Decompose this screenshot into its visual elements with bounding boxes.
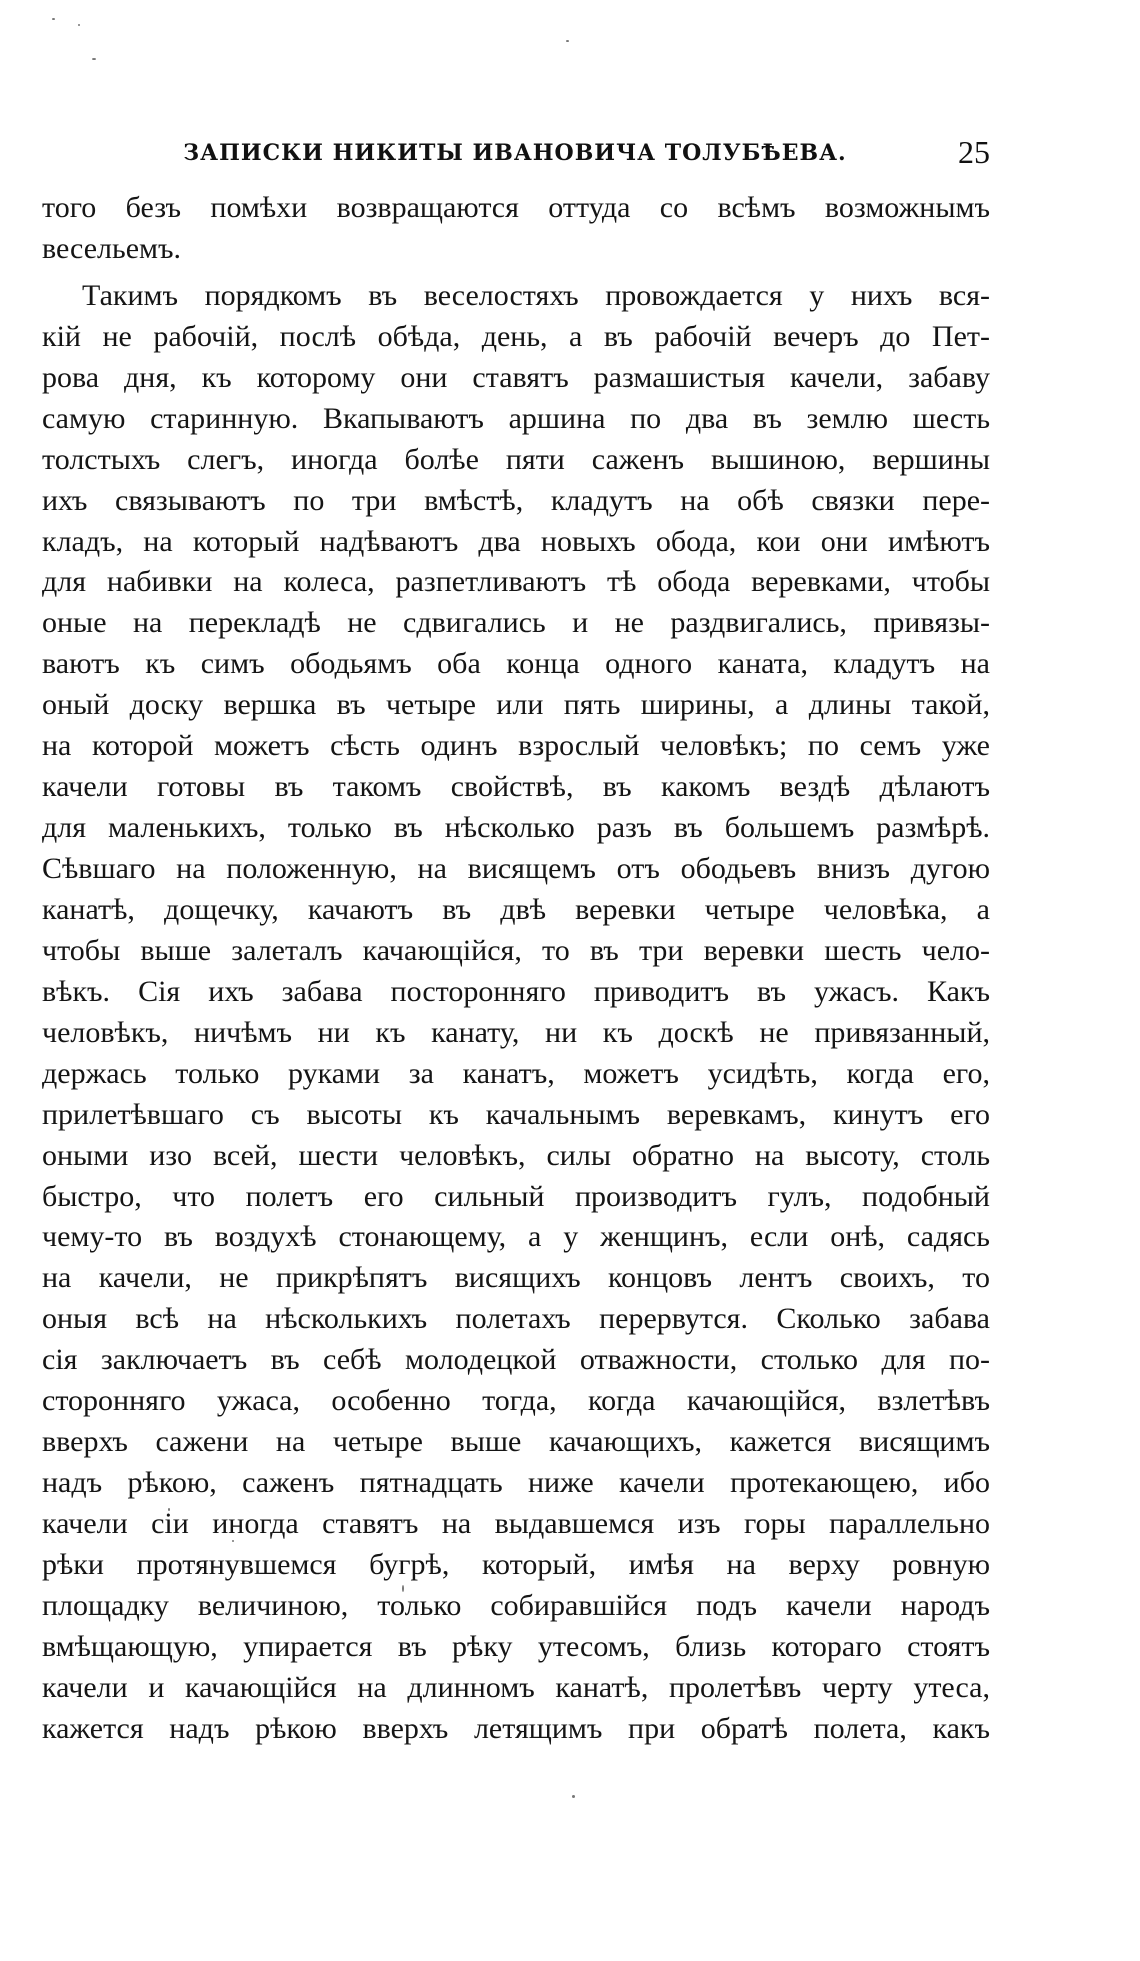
text-line: оными изо всей, шести человѣкъ, силы обратно на высоту, столь: [42, 1138, 990, 1172]
page-number: 25: [958, 134, 990, 170]
text-line: быстро, что полетъ его сильный производитъ гулъ, подобный: [42, 1179, 990, 1213]
text-line: качели и качающійся на длинномъ канатѣ, пролетѣвъ черту утеса,: [42, 1670, 990, 1704]
text-line: Такимъ порядкомъ въ веселостяхъ провождается у нихъ вся-: [82, 278, 990, 312]
paragraph: [42, 188, 990, 270]
text-line: для маленькихъ, только въ нѣсколько разъ въ большемъ размѣрѣ.: [42, 811, 990, 845]
scan-speck: [572, 1795, 575, 1798]
scan-speck: [566, 40, 569, 42]
paragraph: [42, 276, 990, 1750]
text-line: прилетѣвшаго съ высоты къ качальнымъ веревкамъ, кинутъ его: [42, 1097, 990, 1131]
body-text: [42, 188, 990, 1750]
text-line: человѣкъ, ничѣмъ ни къ канату, ни къ доскѣ не привязанный,: [42, 1015, 990, 1049]
text-line: ихъ связываютъ по три вмѣстѣ, кладутъ на обѣ связки пере-: [42, 483, 990, 517]
text-line: оные на перекладѣ не сдвигались и не раздвигались, привязы-: [42, 606, 990, 640]
text-line: сторонняго ужаса, особенно тогда, когда качающійся, взлетѣвъ: [42, 1384, 990, 1418]
text-line: самую старинную. Вкапываютъ аршина по два въ землю шесть: [42, 401, 990, 435]
page-header: [40, 132, 990, 172]
text-line: весельемъ.: [42, 231, 182, 265]
text-line: площадку величиною, только собиравшійся подъ качели народъ: [42, 1588, 990, 1622]
text-line: Сѣвшаго на положенную, на висящемъ отъ ободьевъ внизъ дугою: [42, 852, 990, 885]
text-line: качели готовы въ такомъ свойствѣ, въ какомъ вездѣ дѣлаютъ: [42, 770, 990, 804]
scan-speck: [92, 58, 96, 60]
text-line: ваютъ къ симъ ободьямъ оба конца одного каната, кладутъ на: [42, 647, 990, 681]
text-line: кладъ, на который надѣваютъ два новыхъ обода, кои они имѣютъ: [42, 524, 990, 558]
text-line: рѣки протянувшемся бугрѣ, который, имѣя на верху ровную: [42, 1547, 990, 1581]
text-line: на которой можетъ сѣсть одинъ взрослый человѣкъ; по семъ уже: [42, 729, 990, 763]
text-line: вмѣщающую, упирается въ рѣку утесомъ, близь котораго стоятъ: [42, 1629, 990, 1663]
text-line: вѣкъ. Сія ихъ забава посторонняго приводитъ въ ужасъ. Какъ: [42, 974, 990, 1008]
text-line: на качели, не прикрѣпятъ висящихъ концовъ лентъ своихъ, то: [42, 1261, 990, 1295]
text-line: вверхъ сажени на четыре выше качающихъ, кажется висящимъ: [42, 1425, 990, 1459]
text-line: оныя всѣ на нѣсколькихъ полетахъ перервутся. Сколько забава: [42, 1302, 990, 1336]
text-line: чтобы выше залеталъ качающійся, то въ три веревки шесть чело-: [42, 933, 990, 967]
text-line: чему-то въ воздухѣ стонающему, а у женщинъ, если онѣ, садясь: [42, 1220, 990, 1254]
text-line: толстыхъ слегъ, иногда болѣе пяти саженъ вышиною, вершины: [42, 442, 990, 476]
text-line: качели сіи иногда ставятъ на выдавшемся изъ горы параллельно: [42, 1507, 990, 1540]
text-line: сія заключаетъ въ себѣ молодецкой отважности, столько для по-: [42, 1343, 990, 1377]
scan-speck: [78, 24, 80, 26]
text-line: кажется надъ рѣкою вверхъ летящимъ при обратѣ полета, какъ: [42, 1711, 990, 1745]
text-line: оный доску вершка въ четыре или пять ширины, а длины такой,: [42, 688, 990, 722]
text-line: рова дня, къ которому они ставятъ размашистыя качели, забаву: [42, 360, 990, 394]
text-line: канатѣ, дощечку, качаютъ въ двѣ веревки четыре человѣка, а: [42, 892, 990, 926]
text-line: надъ рѣкою, саженъ пятнадцать ниже качели протекающею, ибо: [42, 1466, 990, 1500]
scan-speck: [52, 18, 55, 20]
text-line: кій не рабочій, послѣ обѣда, день, а въ рабочій вечеръ до Пет-: [42, 319, 990, 353]
text-line: того безъ помѣхи возвращаются оттуда со всѣмъ возможнымъ: [42, 191, 990, 224]
text-line: держась только руками за канатъ, можетъ усидѣть, когда его,: [42, 1056, 990, 1090]
text-line: для набивки на колеса, разпетливаютъ тѣ обода веревками, чтобы: [42, 565, 990, 599]
running-title: ЗАПИСКИ НИКИТЫ ИВАНОВИЧА ТОЛУБѢЕВА.: [183, 140, 847, 166]
